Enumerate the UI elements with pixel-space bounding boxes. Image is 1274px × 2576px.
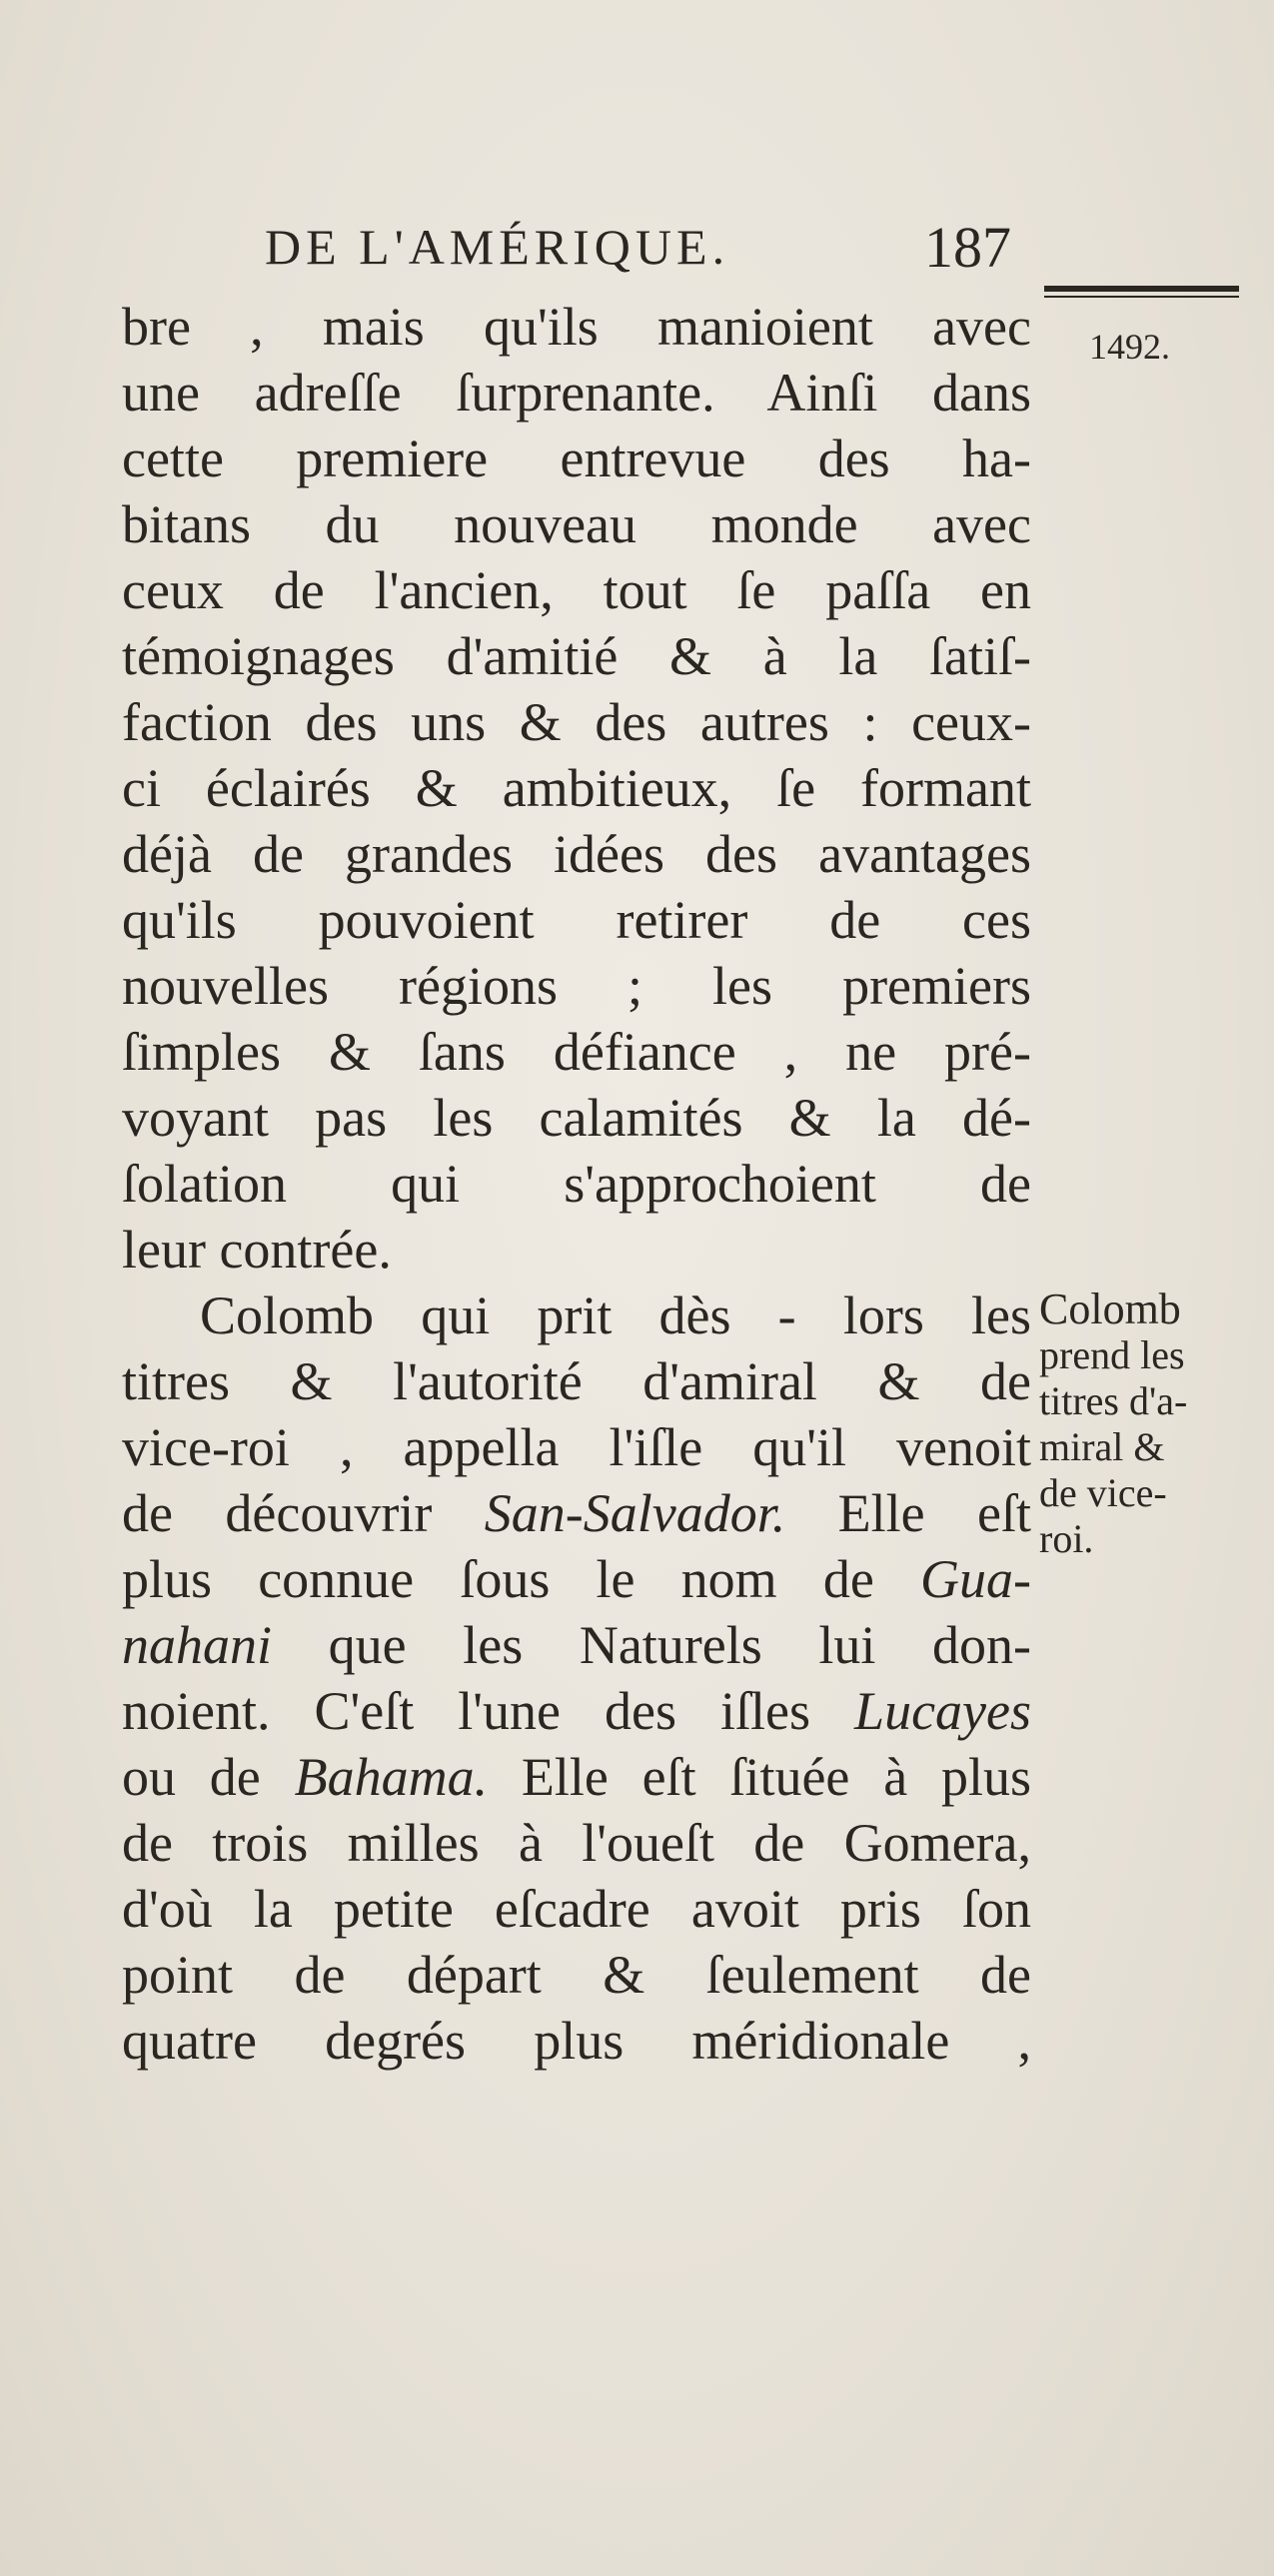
text-line <box>122 755 1031 821</box>
text-segment: de trois milles à l'oueſt de Gomera, <box>122 1813 1031 1873</box>
body-text <box>122 294 1031 2074</box>
italic-text: Bahama. <box>294 1747 489 1807</box>
margin-note-line: de vice- <box>1039 1470 1167 1515</box>
text-segment: de découvrir <box>122 1483 485 1543</box>
text-line <box>122 689 1031 755</box>
text-segment: que les Naturels lui don- <box>272 1615 1031 1675</box>
text-line <box>122 1942 1031 2008</box>
italic-text: nahani <box>122 1615 273 1675</box>
text-segment: vice-roi , appella l'iſle qu'il venoit <box>122 1417 1031 1477</box>
text-line <box>122 426 1031 491</box>
text-segment: point de départ & ſeulement de <box>122 1945 1031 2005</box>
text-line <box>122 1744 1031 1810</box>
text-line <box>122 1810 1031 1876</box>
text-line <box>122 623 1031 689</box>
text-segment: d'où la petite eſcadre avoit pris ſon <box>122 1879 1031 1939</box>
margin-note-line: roi. <box>1039 1516 1094 1561</box>
margin-note-line: miral & <box>1039 1424 1165 1469</box>
text-line <box>122 1480 1031 1546</box>
text-segment: ceux de l'ancien, tout ſe paſſa en <box>122 560 1031 620</box>
margin-note-line: prend les <box>1039 1332 1185 1377</box>
italic-text: San-Salvador. <box>484 1483 786 1543</box>
text-segment: ci éclairés & ambitieux, ſe formant <box>122 758 1031 818</box>
margin-year: 1492. <box>1089 327 1170 367</box>
text-line <box>122 557 1031 623</box>
text-line <box>122 360 1031 426</box>
text-segment: bre , mais qu'ils manioient avec <box>122 297 1031 357</box>
text-segment: plus connue ſous le nom de <box>122 1549 921 1609</box>
margin-note <box>1039 1287 1264 1562</box>
text-segment: ſimples & ſans défiance , ne pré- <box>122 1022 1031 1082</box>
text-segment: cette premiere entrevue des ha- <box>122 429 1031 488</box>
text-line <box>122 953 1031 1019</box>
text-line <box>122 1678 1031 1744</box>
italic-text: Gua- <box>920 1549 1031 1609</box>
text-segment: faction des uns & des autres : ceux- <box>122 692 1031 752</box>
margin-note-line: titres d'a- <box>1039 1378 1188 1423</box>
page-number: 187 <box>924 215 1011 280</box>
text-line <box>122 1612 1031 1678</box>
text-segment: titres & l'autorité d'amiral & de <box>122 1351 1031 1411</box>
text-segment: Colomb qui prit dès - lors les <box>200 1286 1031 1345</box>
text-line <box>122 1283 1031 1348</box>
text-line <box>122 1348 1031 1414</box>
text-segment: ſolation qui s'approchoient de <box>122 1154 1031 1214</box>
text-line <box>122 2008 1031 2074</box>
text-segment: une adreſſe ſurprenante. Ainſi dans <box>122 363 1031 423</box>
text-segment: leur contrée. <box>122 1220 392 1280</box>
text-segment: ou de <box>122 1747 295 1807</box>
text-segment: Elle eſt ſituée à plus <box>488 1747 1031 1807</box>
text-segment: quatre degrés plus méridionale , <box>122 2011 1031 2071</box>
margin-note-line: Colomb <box>1039 1285 1181 1333</box>
text-segment: bitans du nouveau monde avec <box>122 494 1031 554</box>
text-segment: noient. C'eſt l'une des iſles <box>122 1681 855 1741</box>
running-title: DE L'AMÉRIQUE. <box>265 219 730 275</box>
text-segment: qu'ils pouvoient retirer de ces <box>122 890 1031 950</box>
text-segment: Elle eſt <box>785 1483 1032 1543</box>
text-line <box>122 887 1031 953</box>
text-line <box>122 1546 1031 1612</box>
text-line <box>122 821 1031 887</box>
text-line <box>122 294 1031 360</box>
text-segment: déjà de grandes idées des avantages <box>122 824 1031 884</box>
text-line <box>122 1217 1031 1283</box>
text-segment: voyant pas les calamités & la dé- <box>122 1088 1031 1148</box>
text-line <box>122 1414 1031 1480</box>
text-segment: nouvelles régions ; les premiers <box>122 956 1031 1016</box>
text-line <box>122 1085 1031 1151</box>
margin-rule <box>1044 286 1239 298</box>
text-line <box>122 1876 1031 1942</box>
text-line <box>122 491 1031 557</box>
text-line <box>122 1151 1031 1217</box>
text-line <box>122 1019 1031 1085</box>
italic-text: Lucayes <box>854 1681 1031 1741</box>
text-segment: témoignages d'amitié & à la ſatiſ- <box>122 626 1031 686</box>
